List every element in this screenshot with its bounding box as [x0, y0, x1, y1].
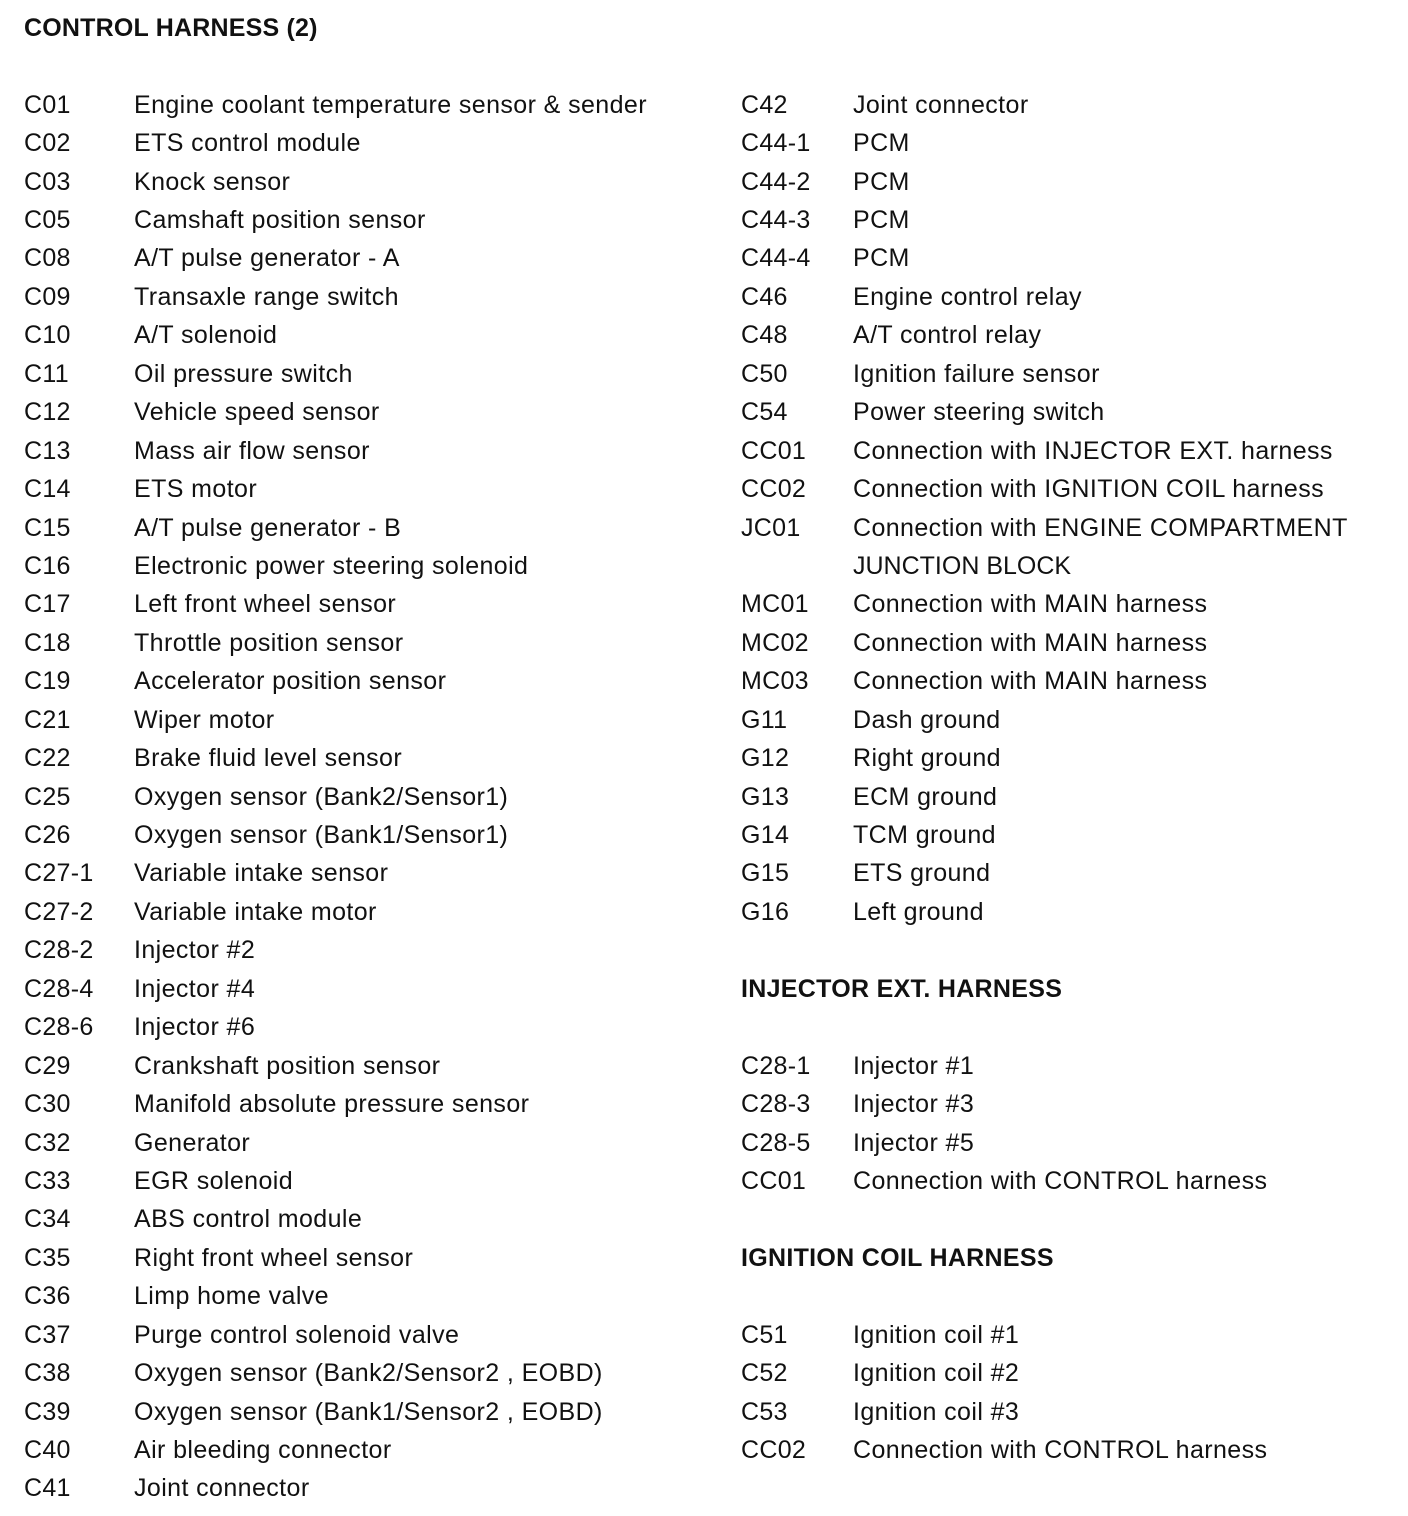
- connector-description: Right ground: [853, 744, 1001, 773]
- connector-code: C03: [24, 167, 71, 196]
- connector-code: C54: [741, 398, 788, 427]
- connector-row: [741, 893, 1348, 931]
- connector-code: C40: [24, 1436, 71, 1465]
- connector-code: C44-3: [741, 206, 811, 235]
- connector-row: [741, 509, 1348, 547]
- connector-code: C37: [24, 1320, 71, 1349]
- connector-row: [741, 778, 1348, 816]
- connector-description: Limp home valve: [134, 1282, 329, 1311]
- connector-code: C32: [24, 1128, 71, 1157]
- connector-row: [24, 778, 647, 816]
- connector-description: Manifold absolute pressure sensor: [134, 1090, 530, 1119]
- connector-row: [24, 547, 647, 585]
- connector-row: [741, 1124, 1348, 1162]
- connector-description: Oxygen sensor (Bank1/Sensor1): [134, 821, 509, 850]
- connector-row: [24, 201, 647, 239]
- connector-code: C22: [24, 744, 71, 773]
- connector-description: Oxygen sensor (Bank1/Sensor2 , EOBD): [134, 1397, 603, 1426]
- connector-description: Crankshaft position sensor: [134, 1051, 441, 1080]
- connector-description: Camshaft position sensor: [134, 206, 426, 235]
- connector-row: [741, 1162, 1348, 1200]
- connector-row: [741, 355, 1348, 393]
- connector-description: Injector #3: [853, 1090, 975, 1119]
- connector-row: [24, 355, 647, 393]
- connector-code: C21: [24, 705, 71, 734]
- connector-code: JC01: [741, 513, 801, 542]
- connector-row: [24, 163, 647, 201]
- connector-description: Engine control relay: [853, 282, 1082, 311]
- connector-description: Brake fluid level sensor: [134, 744, 403, 773]
- connector-row: [741, 624, 1348, 662]
- connector-code: C28-4: [24, 974, 94, 1003]
- connector-row: [741, 240, 1348, 278]
- connector-row: [741, 278, 1348, 316]
- connector-description: Connection with MAIN harness: [853, 667, 1208, 696]
- connector-code: C16: [24, 551, 71, 580]
- connector-row: [741, 1431, 1348, 1469]
- connector-description: Connection with MAIN harness: [853, 628, 1208, 657]
- connector-row: [741, 432, 1348, 470]
- connector-description: Joint connector: [134, 1474, 310, 1503]
- connector-code: C44-1: [741, 129, 811, 158]
- connector-code: C27-1: [24, 859, 94, 888]
- connector-code: CC01: [741, 1166, 807, 1195]
- connector-row: [24, 586, 647, 624]
- connector-row: [741, 663, 1348, 701]
- connector-description: Throttle position sensor: [134, 628, 404, 657]
- connector-description: Accelerator position sensor: [134, 667, 447, 696]
- spacer: [741, 1278, 1348, 1316]
- connector-row: [741, 739, 1348, 777]
- connector-code: C14: [24, 475, 71, 504]
- connector-row: [24, 1316, 647, 1354]
- control-harness-right-list: [741, 86, 1348, 932]
- connector-description: Oxygen sensor (Bank2/Sensor2 , EOBD): [134, 1359, 603, 1388]
- injector-ext-harness-heading: INJECTOR EXT. HARNESS: [741, 974, 1063, 1003]
- connector-code: C01: [24, 90, 71, 119]
- connector-description: Ignition failure sensor: [853, 359, 1100, 388]
- connector-code: C42: [741, 90, 788, 119]
- connector-code: MC03: [741, 667, 809, 696]
- spacer: [741, 1009, 1348, 1047]
- connector-description: Vehicle speed sensor: [134, 398, 380, 427]
- connector-row: [24, 1047, 647, 1085]
- connector-description: Dash ground: [853, 705, 1001, 734]
- connector-description: EGR solenoid: [134, 1166, 294, 1195]
- connector-code: C11: [24, 359, 69, 388]
- connector-code: C38: [24, 1359, 71, 1388]
- connector-code: C18: [24, 628, 71, 657]
- connector-description: A/T control relay: [853, 321, 1042, 350]
- connector-description: Connection with MAIN harness: [853, 590, 1208, 619]
- connector-description: Purge control solenoid valve: [134, 1320, 460, 1349]
- connector-row: [24, 970, 647, 1008]
- connector-description: A/T solenoid: [134, 321, 278, 350]
- connector-row: [741, 586, 1348, 624]
- connector-code: C48: [741, 321, 788, 350]
- connector-row: [741, 1354, 1348, 1392]
- connector-code: C46: [741, 282, 788, 311]
- connector-row: [741, 124, 1348, 162]
- connector-description: Injector #5: [853, 1128, 975, 1157]
- connector-code: C10: [24, 321, 71, 350]
- connector-code: C44-2: [741, 167, 811, 196]
- connector-description: Injector #4: [134, 974, 256, 1003]
- connector-description: ETS ground: [853, 859, 991, 888]
- connector-row: [24, 701, 647, 739]
- connector-row: [741, 1047, 1348, 1085]
- connector-code: G11: [741, 705, 788, 734]
- connector-description: Knock sensor: [134, 167, 291, 196]
- connector-row: [24, 855, 647, 893]
- page-title: CONTROL HARNESS (2): [24, 14, 318, 42]
- connector-description: Injector #1: [853, 1051, 975, 1080]
- connector-code: C19: [24, 667, 71, 696]
- connector-row: [24, 663, 647, 701]
- connector-row: [741, 201, 1348, 239]
- connector-code: C41: [24, 1474, 71, 1503]
- connector-description: Ignition coil #2: [853, 1359, 1020, 1388]
- connector-description: Connection with INJECTOR EXT. harness: [853, 436, 1333, 465]
- connector-description: ABS control module: [134, 1205, 363, 1234]
- connector-code: C44-4: [741, 244, 811, 273]
- connector-row: [741, 1085, 1348, 1123]
- connector-description: Joint connector: [853, 90, 1029, 119]
- connector-code: MC01: [741, 590, 809, 619]
- connector-row: [24, 1354, 647, 1392]
- connector-code: C33: [24, 1166, 71, 1195]
- connector-code: G13: [741, 782, 790, 811]
- connector-row: [741, 1393, 1348, 1431]
- connector-row: [24, 1470, 647, 1508]
- connector-code: G15: [741, 859, 790, 888]
- connector-code: C30: [24, 1090, 71, 1119]
- connector-description: Mass air flow sensor: [134, 436, 370, 465]
- connector-row: [741, 317, 1348, 355]
- connector-row: [24, 1162, 647, 1200]
- connector-row: [24, 932, 647, 970]
- connector-code: C50: [741, 359, 788, 388]
- connector-description: A/T pulse generator - A: [134, 244, 400, 273]
- connector-row: [24, 1239, 647, 1277]
- connector-description: TCM ground: [853, 821, 996, 850]
- spacer: [741, 1201, 1348, 1239]
- connector-description: PCM: [853, 167, 910, 196]
- connector-description: Transaxle range switch: [134, 282, 399, 311]
- connector-row: [24, 1201, 647, 1239]
- connector-row: [24, 317, 647, 355]
- connector-description: Injector #2: [134, 936, 256, 965]
- connector-code: C28-6: [24, 1013, 94, 1042]
- connector-code: C08: [24, 244, 71, 273]
- connector-code: C28-2: [24, 936, 94, 965]
- connector-description: Electronic power steering solenoid: [134, 551, 529, 580]
- connector-row: [24, 1393, 647, 1431]
- connector-row: [24, 394, 647, 432]
- connector-code: G16: [741, 897, 790, 926]
- connector-row: [741, 701, 1348, 739]
- connector-row: [24, 86, 647, 124]
- connector-description: Ignition coil #1: [853, 1320, 1020, 1349]
- connector-row: [24, 1124, 647, 1162]
- connector-code: C52: [741, 1359, 788, 1388]
- ignition-coil-harness-list: [741, 1316, 1348, 1470]
- connector-code: C15: [24, 513, 71, 542]
- connector-description: Connection with IGNITION COIL harness: [853, 475, 1324, 504]
- connector-row: [24, 240, 647, 278]
- spacer: [741, 932, 1348, 970]
- connector-code: C17: [24, 590, 71, 619]
- connector-row: [24, 739, 647, 777]
- connector-row: [24, 124, 647, 162]
- connector-code: MC02: [741, 628, 809, 657]
- connector-row: [24, 1009, 647, 1047]
- connector-row: [24, 1431, 647, 1469]
- connector-description: PCM: [853, 129, 910, 158]
- connector-code: C36: [24, 1282, 71, 1311]
- connector-row: [741, 86, 1348, 124]
- connector-description: Oil pressure switch: [134, 359, 353, 388]
- connector-code: C29: [24, 1051, 71, 1080]
- connector-description: PCM: [853, 206, 910, 235]
- connector-description: Ignition coil #3: [853, 1397, 1020, 1426]
- connector-description: ECM ground: [853, 782, 998, 811]
- connector-description: Left front wheel sensor: [134, 590, 397, 619]
- connector-description: Right front wheel sensor: [134, 1243, 414, 1272]
- connector-description: Generator: [134, 1128, 251, 1157]
- connector-row: [24, 432, 647, 470]
- connector-description: Connection with ENGINE COMPARTMENT: [853, 513, 1348, 542]
- connector-description: Variable intake sensor: [134, 859, 389, 888]
- connector-code: C35: [24, 1243, 71, 1272]
- connector-code: C13: [24, 436, 71, 465]
- connector-code: C39: [24, 1397, 71, 1426]
- connector-description: Oxygen sensor (Bank2/Sensor1): [134, 782, 509, 811]
- connector-description: Left ground: [853, 897, 984, 926]
- connector-code: C02: [24, 129, 71, 158]
- connector-code: C28-5: [741, 1128, 811, 1157]
- connector-row: [24, 470, 647, 508]
- injector-ext-harness-list: [741, 1047, 1348, 1201]
- connector-row: [24, 893, 647, 931]
- connector-row: [24, 509, 647, 547]
- connector-code: CC02: [741, 1436, 807, 1465]
- connector-description: Injector #6: [134, 1013, 256, 1042]
- connector-code: C05: [24, 206, 71, 235]
- control-harness-left-list: [24, 86, 647, 1508]
- connector-code: CC02: [741, 475, 807, 504]
- connector-code: C51: [741, 1320, 788, 1349]
- connector-code: C27-2: [24, 897, 94, 926]
- connector-description: Connection with CONTROL harness: [853, 1166, 1268, 1195]
- connector-code: C28-3: [741, 1090, 811, 1119]
- connector-description: Wiper motor: [134, 705, 275, 734]
- connector-code: C09: [24, 282, 71, 311]
- connector-description: PCM: [853, 244, 910, 273]
- connector-code: C25: [24, 782, 71, 811]
- connector-row: [741, 470, 1348, 508]
- connector-row: [24, 278, 647, 316]
- connector-description: Variable intake motor: [134, 897, 377, 926]
- connector-code: CC01: [741, 436, 807, 465]
- connector-row: [741, 394, 1348, 432]
- connector-row: [24, 1085, 647, 1123]
- connector-row: [741, 855, 1348, 893]
- connector-description: Connection with CONTROL harness: [853, 1436, 1268, 1465]
- connector-code: C28-1: [741, 1051, 811, 1080]
- connector-code: G14: [741, 821, 790, 850]
- connector-code: C26: [24, 821, 71, 850]
- connector-code: C34: [24, 1205, 71, 1234]
- connector-row: [741, 1316, 1348, 1354]
- connector-description: Power steering switch: [853, 398, 1105, 427]
- connector-row: [741, 816, 1348, 854]
- connector-code: C53: [741, 1397, 788, 1426]
- connector-description: ETS motor: [134, 475, 258, 504]
- connector-row: [741, 163, 1348, 201]
- connector-description: A/T pulse generator - B: [134, 513, 402, 542]
- connector-description: Air bleeding connector: [134, 1436, 392, 1465]
- connector-description: ETS control module: [134, 129, 361, 158]
- ignition-coil-harness-heading: IGNITION COIL HARNESS: [741, 1243, 1054, 1272]
- connector-code: C12: [24, 398, 71, 427]
- connector-row: [24, 816, 647, 854]
- connector-description: Engine coolant temperature sensor & sender: [134, 90, 647, 119]
- connector-code: G12: [741, 744, 790, 773]
- connector-row: [24, 1278, 647, 1316]
- connector-row: [24, 624, 647, 662]
- right-column: [741, 86, 1348, 1470]
- connector-description-continuation: JUNCTION BLOCK: [853, 551, 1072, 580]
